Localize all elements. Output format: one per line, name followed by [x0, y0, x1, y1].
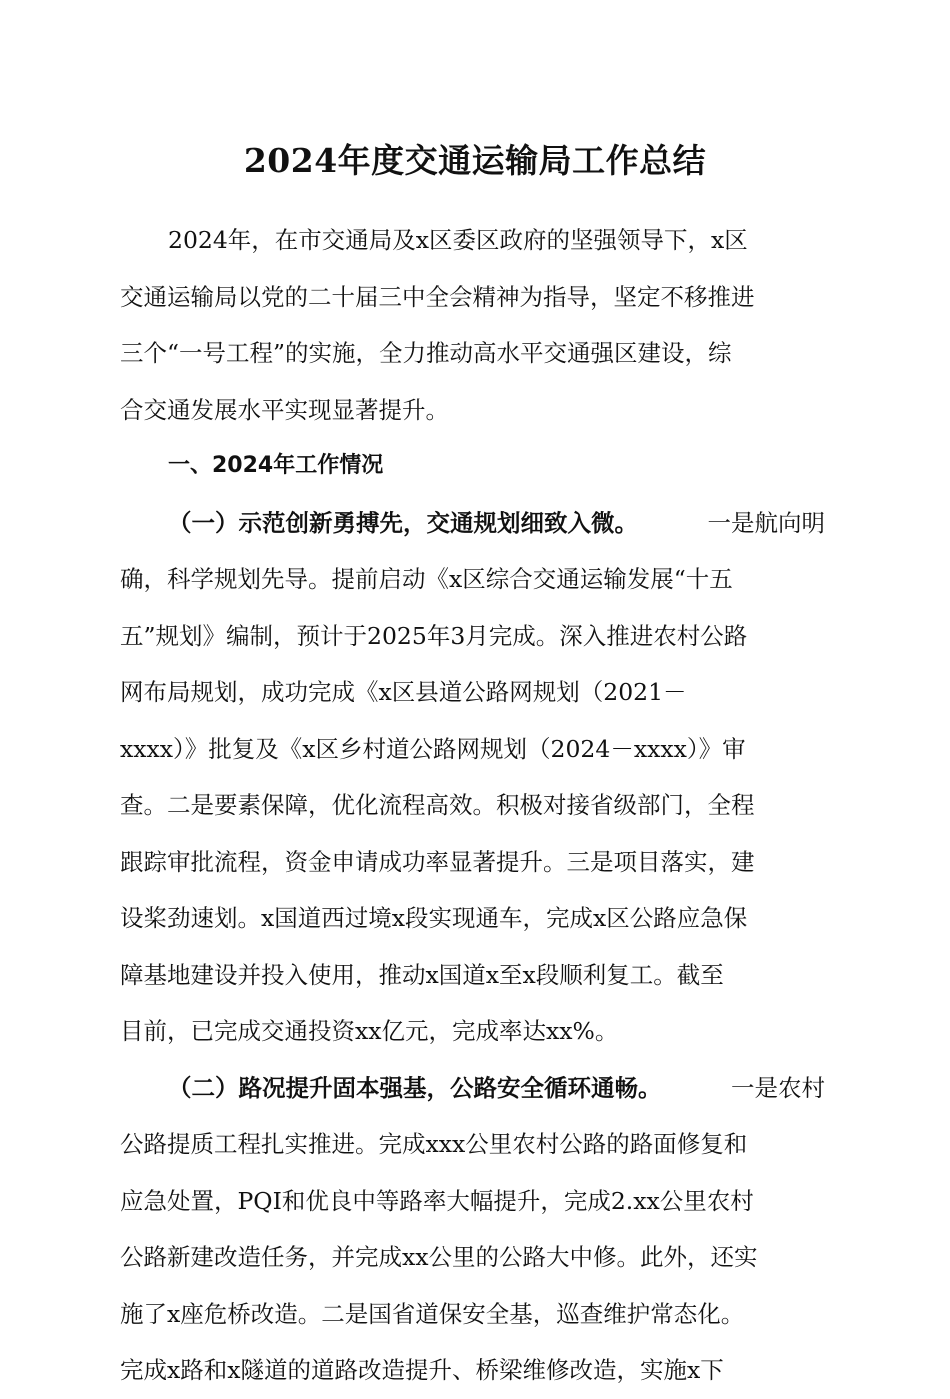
paragraph-line: [120, 551, 825, 608]
paragraph-line: [120, 777, 825, 834]
line-text: 公路提质工程扎实推进。完成xxx公里农村公路的路面修复和: [120, 1130, 748, 1158]
line-text: 跟踪审批流程，资金申请成功率显著提升。三是项目落实，建: [120, 847, 755, 876]
paragraph-line: [120, 1173, 825, 1230]
paragraph-line: [120, 664, 825, 721]
document-body: [120, 212, 825, 1399]
paragraph-line: [120, 1116, 825, 1173]
line-text: 目前，已完成交通投资xx亿元，完成率达xx%。: [120, 1017, 619, 1045]
line-text: 一是航向明: [707, 508, 825, 537]
line-text: 应急处置，PQI和优良中等路率大幅提升，完成2.xx公里农村: [120, 1186, 754, 1215]
line-text: xxxx）》批复及《x区乡村道公路网规划（2024－xxxx）》审: [120, 734, 746, 763]
paragraph-line: [120, 325, 825, 382]
paragraph-line: [120, 1229, 825, 1286]
line-text: 障基地建设并投入使用，推动x国道x至x段顺利复工。截至: [120, 960, 724, 989]
heading-text: 一、2024年工作情况: [168, 453, 384, 478]
line-text: 2024年，在市交通局及x区委区政府的坚强领导下，x区: [168, 226, 748, 254]
line-text: 交通运输局以党的二十届三中全会精神为指导，坚定不移推进: [120, 282, 755, 311]
subsection-heading: （一）示范创新勇搏先，交通规划细致入微。: [168, 508, 638, 537]
line-text: 五”规划》编制，预计于2025年3月完成。深入推进农村公路: [120, 621, 748, 650]
line-text: 公路新建改造任务，并完成xx公里的公路大中修。此外，还实: [120, 1243, 758, 1271]
paragraph-line: [120, 212, 825, 269]
line-text: 网布局规划，成功完成《x区县道公路网规划（2021－: [120, 678, 687, 706]
paragraph-line: [120, 269, 825, 326]
line-text: 设桨劲速划。x国道西过境x段实现通车，完成x区公路应急保: [120, 904, 748, 932]
paragraph-line: [120, 495, 825, 552]
paragraph-line: [120, 1060, 825, 1117]
paragraph-line: [120, 1342, 825, 1399]
paragraph-line: [120, 382, 825, 439]
line-text: 一是农村: [731, 1073, 825, 1102]
paragraph-line: [120, 721, 825, 778]
paragraph-line: [120, 947, 825, 1004]
line-text: 完成x路和x隧道的道路改造提升、桥梁维修改造，实施x下: [120, 1356, 724, 1384]
paragraph-line: [120, 1286, 825, 1343]
line-text: 查。二是要素保障，优化流程高效。积极对接省级部门，全程: [120, 791, 755, 819]
paragraph-line: [120, 1003, 825, 1060]
paragraph-line: [120, 834, 825, 891]
line-text: 三个“一号工程”的实施，全力推动高水平交通强区建设，综: [120, 339, 732, 367]
document-title: 2024年度交通运输局工作总结: [243, 141, 707, 180]
paragraph-line: [120, 890, 825, 947]
line-text: 确，科学规划先导。提前启动《x区综合交通运输发展“十五: [120, 565, 733, 593]
section-heading: [120, 438, 825, 495]
line-text: 合交通发展水平实现显著提升。: [120, 395, 449, 424]
subsection-heading: （二）路况提升固本强基，公路安全循环通畅。: [168, 1073, 662, 1102]
paragraph-line: [120, 608, 825, 665]
line-text: 施了x座危桥改造。二是国省道保安全基，巡查维护常态化。: [120, 1299, 745, 1328]
